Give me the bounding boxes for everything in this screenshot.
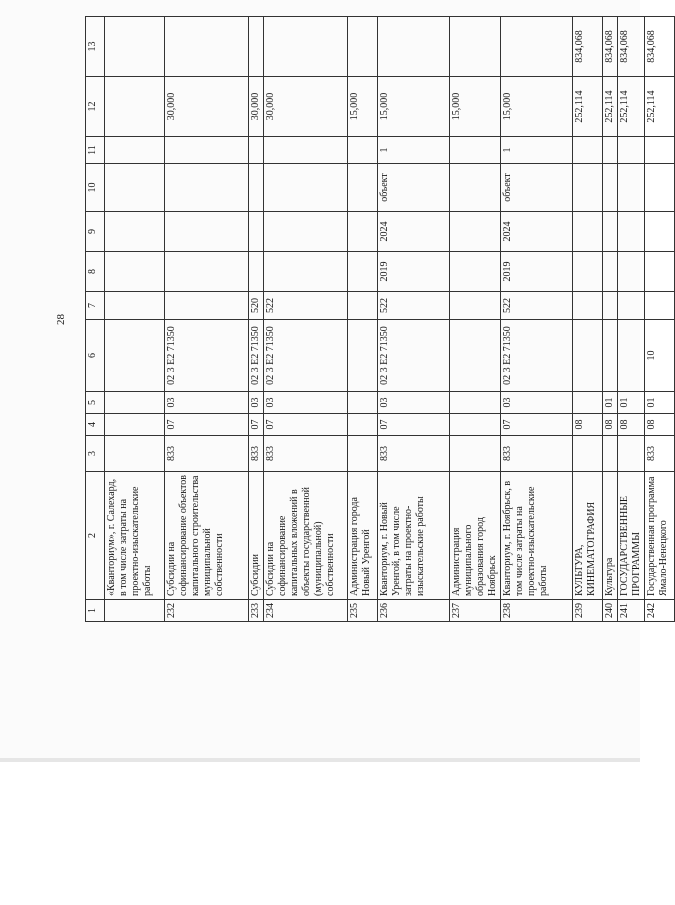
cell-start-year (618, 252, 645, 292)
page-number: 28 (55, 314, 67, 325)
cell-amount-2021: 15,000 (501, 77, 573, 137)
table-row (378, 17, 450, 622)
rotated-page-content (55, 17, 669, 622)
table-row (348, 17, 378, 622)
cell-code-expense-type (573, 292, 603, 320)
cell-capacity (645, 137, 675, 164)
cell-code-expense-type (618, 292, 645, 320)
cell-unit (603, 164, 618, 212)
table-row (645, 17, 675, 622)
cell-row-name: Администрация города Новый Уренгой (348, 472, 378, 600)
column-header: 2 (86, 472, 105, 600)
cell-row-number: 237 (450, 600, 501, 622)
cell-unit (573, 164, 603, 212)
cell-code-expense-type: 522 (378, 292, 450, 320)
column-header: 10 (86, 164, 105, 212)
cell-code-subsection (348, 392, 378, 414)
column-header: 3 (86, 436, 105, 472)
column-header: 1 (86, 600, 105, 622)
cell-amount-2022 (450, 17, 501, 77)
cell-code-section (348, 414, 378, 436)
cell-code-target: 02 3 E2 71350 (501, 320, 573, 392)
cell-row-name: Государственная программа Ямало-Ненецкого (645, 472, 675, 600)
cell-end-year (264, 212, 348, 252)
cell-code-ministry (348, 436, 378, 472)
cell-unit (618, 164, 645, 212)
cell-amount-2021: 252,114 (618, 77, 645, 137)
cell-end-year (450, 212, 501, 252)
cell-code-ministry: 833 (165, 436, 249, 472)
table-row (105, 17, 165, 622)
cell-code-ministry: 833 (378, 436, 450, 472)
cell-row-name: КУЛЬТУРА, КИНЕМАТОГРАФИЯ (573, 472, 603, 600)
table-row (603, 17, 618, 622)
cell-end-year (618, 212, 645, 252)
cell-code-expense-type (105, 292, 165, 320)
cell-row-number: 233 (249, 600, 264, 622)
cell-capacity (618, 137, 645, 164)
cell-start-year (165, 252, 249, 292)
cell-amount-2021: 30,000 (264, 77, 348, 137)
cell-code-section: 08 (603, 414, 618, 436)
cell-code-section: 08 (573, 414, 603, 436)
cell-code-subsection: 03 (264, 392, 348, 414)
cell-code-expense-type (603, 292, 618, 320)
cell-row-number: 242 (645, 600, 675, 622)
cell-code-ministry: 833 (645, 436, 675, 472)
cell-end-year (645, 212, 675, 252)
cell-row-number: 239 (573, 600, 603, 622)
cell-row-number: 240 (603, 600, 618, 622)
table-row (249, 17, 264, 622)
cell-row-name: «Кванториум», г. Салехард, в том числе затраты на проектно-изыскательские работы (105, 472, 165, 600)
cell-capacity (603, 137, 618, 164)
table-row (165, 17, 249, 622)
cell-code-subsection: 01 (618, 392, 645, 414)
cell-code-target (603, 320, 618, 392)
column-header: 11 (86, 137, 105, 164)
cell-code-target: 10 (645, 320, 675, 392)
cell-code-subsection (573, 392, 603, 414)
cell-start-year (105, 252, 165, 292)
cell-amount-2022 (264, 17, 348, 77)
cell-row-number: 236 (378, 600, 450, 622)
cell-start-year: 2019 (501, 252, 573, 292)
cell-capacity: 1 (501, 137, 573, 164)
cell-code-ministry: 833 (249, 436, 264, 472)
cell-code-target: 02 3 E2 71350 (165, 320, 249, 392)
column-header: 5 (86, 392, 105, 414)
cell-code-subsection: 03 (165, 392, 249, 414)
cell-code-target: 02 3 E2 71350 (264, 320, 348, 392)
cell-code-subsection: 01 (603, 392, 618, 414)
cell-code-section: 07 (264, 414, 348, 436)
cell-start-year: 2019 (378, 252, 450, 292)
column-header: 6 (86, 320, 105, 392)
cell-unit (165, 164, 249, 212)
cell-amount-2022: 834,068 (618, 17, 645, 77)
cell-amount-2022 (378, 17, 450, 77)
cell-code-subsection (105, 392, 165, 414)
cell-end-year: 2024 (378, 212, 450, 252)
table-body (105, 17, 675, 622)
cell-capacity (348, 137, 378, 164)
cell-amount-2021: 15,000 (450, 77, 501, 137)
cell-code-expense-type: 520 (249, 292, 264, 320)
cell-start-year (573, 252, 603, 292)
cell-row-name: Субсидии на софинансирование капитальных вложений в объекты государственной (муниципальной) собственности (264, 472, 348, 600)
cell-amount-2021: 252,114 (645, 77, 675, 137)
cell-start-year (264, 252, 348, 292)
cell-start-year (450, 252, 501, 292)
cell-code-target (105, 320, 165, 392)
table-row (501, 17, 573, 622)
table-row (618, 17, 645, 622)
cell-code-section: 08 (618, 414, 645, 436)
cell-capacity (105, 137, 165, 164)
cell-end-year: 2024 (501, 212, 573, 252)
cell-row-number: 234 (264, 600, 348, 622)
cell-code-subsection: 03 (249, 392, 264, 414)
cell-code-expense-type (645, 292, 675, 320)
cell-capacity (573, 137, 603, 164)
cell-code-section: 07 (249, 414, 264, 436)
cell-row-number: 238 (501, 600, 573, 622)
cell-code-subsection: 03 (378, 392, 450, 414)
cell-code-target: 02 3 E2 71350 (249, 320, 264, 392)
cell-amount-2022 (249, 17, 264, 77)
cell-row-number: 235 (348, 600, 378, 622)
cell-row-name: Кванториум, г. Новый Уренгой, в том числе затраты на проектно-изыскательские работы (378, 472, 450, 600)
cell-code-subsection: 03 (501, 392, 573, 414)
cell-start-year (603, 252, 618, 292)
cell-end-year (249, 212, 264, 252)
table-row (573, 17, 603, 622)
cell-row-name: Культура (603, 472, 618, 600)
cell-row-name: Субсидии (249, 472, 264, 600)
cell-code-target (573, 320, 603, 392)
cell-amount-2021: 30,000 (249, 77, 264, 137)
cell-amount-2022: 834,068 (573, 17, 603, 77)
cell-code-ministry (450, 436, 501, 472)
cell-end-year (603, 212, 618, 252)
column-header: 9 (86, 212, 105, 252)
cell-amount-2022 (105, 17, 165, 77)
cell-amount-2021 (105, 77, 165, 137)
cell-code-ministry (618, 436, 645, 472)
cell-code-target (618, 320, 645, 392)
cell-unit (264, 164, 348, 212)
cell-unit (249, 164, 264, 212)
cell-capacity (249, 137, 264, 164)
table-row (264, 17, 348, 622)
cell-code-section: 08 (645, 414, 675, 436)
column-header: 7 (86, 292, 105, 320)
cell-row-name: Субсидии на софинансирование объектов капитального строительства муниципальной собственности (165, 472, 249, 600)
cell-amount-2021: 15,000 (378, 77, 450, 137)
cell-code-target (450, 320, 501, 392)
table-row (450, 17, 501, 622)
cell-end-year (348, 212, 378, 252)
cell-code-expense-type (348, 292, 378, 320)
cell-amount-2022: 834,068 (603, 17, 618, 77)
cell-start-year (645, 252, 675, 292)
cell-amount-2022 (165, 17, 249, 77)
cell-row-name: Администрация муниципального образования город Ноябрьск (450, 472, 501, 600)
cell-end-year (105, 212, 165, 252)
cell-capacity (450, 137, 501, 164)
column-header: 12 (86, 77, 105, 137)
cell-code-ministry (105, 436, 165, 472)
cell-unit (105, 164, 165, 212)
cell-code-expense-type (450, 292, 501, 320)
cell-unit: объект (501, 164, 573, 212)
cell-capacity (264, 137, 348, 164)
cell-code-target: 02 3 E2 71350 (378, 320, 450, 392)
cell-row-name: ГОСУДАРСТВЕННЫЕ ПРОГРАММЫ (618, 472, 645, 600)
cell-code-expense-type: 522 (264, 292, 348, 320)
cell-unit (450, 164, 501, 212)
cell-unit (645, 164, 675, 212)
budget-table (85, 16, 675, 622)
cell-code-section: 07 (501, 414, 573, 436)
cell-code-expense-type: 522 (501, 292, 573, 320)
cell-end-year (573, 212, 603, 252)
cell-row-name: Кванториум, г. Ноябрьск, в том числе затраты на проектно-изыскательские работы (501, 472, 573, 600)
cell-row-number: 241 (618, 600, 645, 622)
cell-code-section: 07 (378, 414, 450, 436)
cell-code-subsection: 01 (645, 392, 675, 414)
cell-code-section (105, 414, 165, 436)
cell-row-number (105, 600, 165, 622)
cell-code-expense-type (165, 292, 249, 320)
header-row (86, 17, 105, 622)
cell-code-subsection (450, 392, 501, 414)
cell-code-ministry: 833 (264, 436, 348, 472)
cell-end-year (165, 212, 249, 252)
cell-row-number: 232 (165, 600, 249, 622)
cell-code-ministry: 833 (501, 436, 573, 472)
cell-capacity (165, 137, 249, 164)
cell-amount-2022: 834,068 (645, 17, 675, 77)
cell-unit (348, 164, 378, 212)
column-header: 8 (86, 252, 105, 292)
column-header: 13 (86, 17, 105, 77)
cell-amount-2022 (501, 17, 573, 77)
cell-capacity: 1 (378, 137, 450, 164)
cell-amount-2022 (348, 17, 378, 77)
cell-amount-2021: 30,000 (165, 77, 249, 137)
cell-code-target (348, 320, 378, 392)
cell-code-section: 07 (165, 414, 249, 436)
column-header: 4 (86, 414, 105, 436)
cell-amount-2021: 252,114 (603, 77, 618, 137)
cell-start-year (249, 252, 264, 292)
cell-code-section (450, 414, 501, 436)
cell-code-ministry (603, 436, 618, 472)
cell-amount-2021: 252,114 (573, 77, 603, 137)
cell-code-ministry (573, 436, 603, 472)
page-edge (0, 758, 640, 762)
cell-amount-2021: 15,000 (348, 77, 378, 137)
cell-unit: объект (378, 164, 450, 212)
cell-start-year (348, 252, 378, 292)
